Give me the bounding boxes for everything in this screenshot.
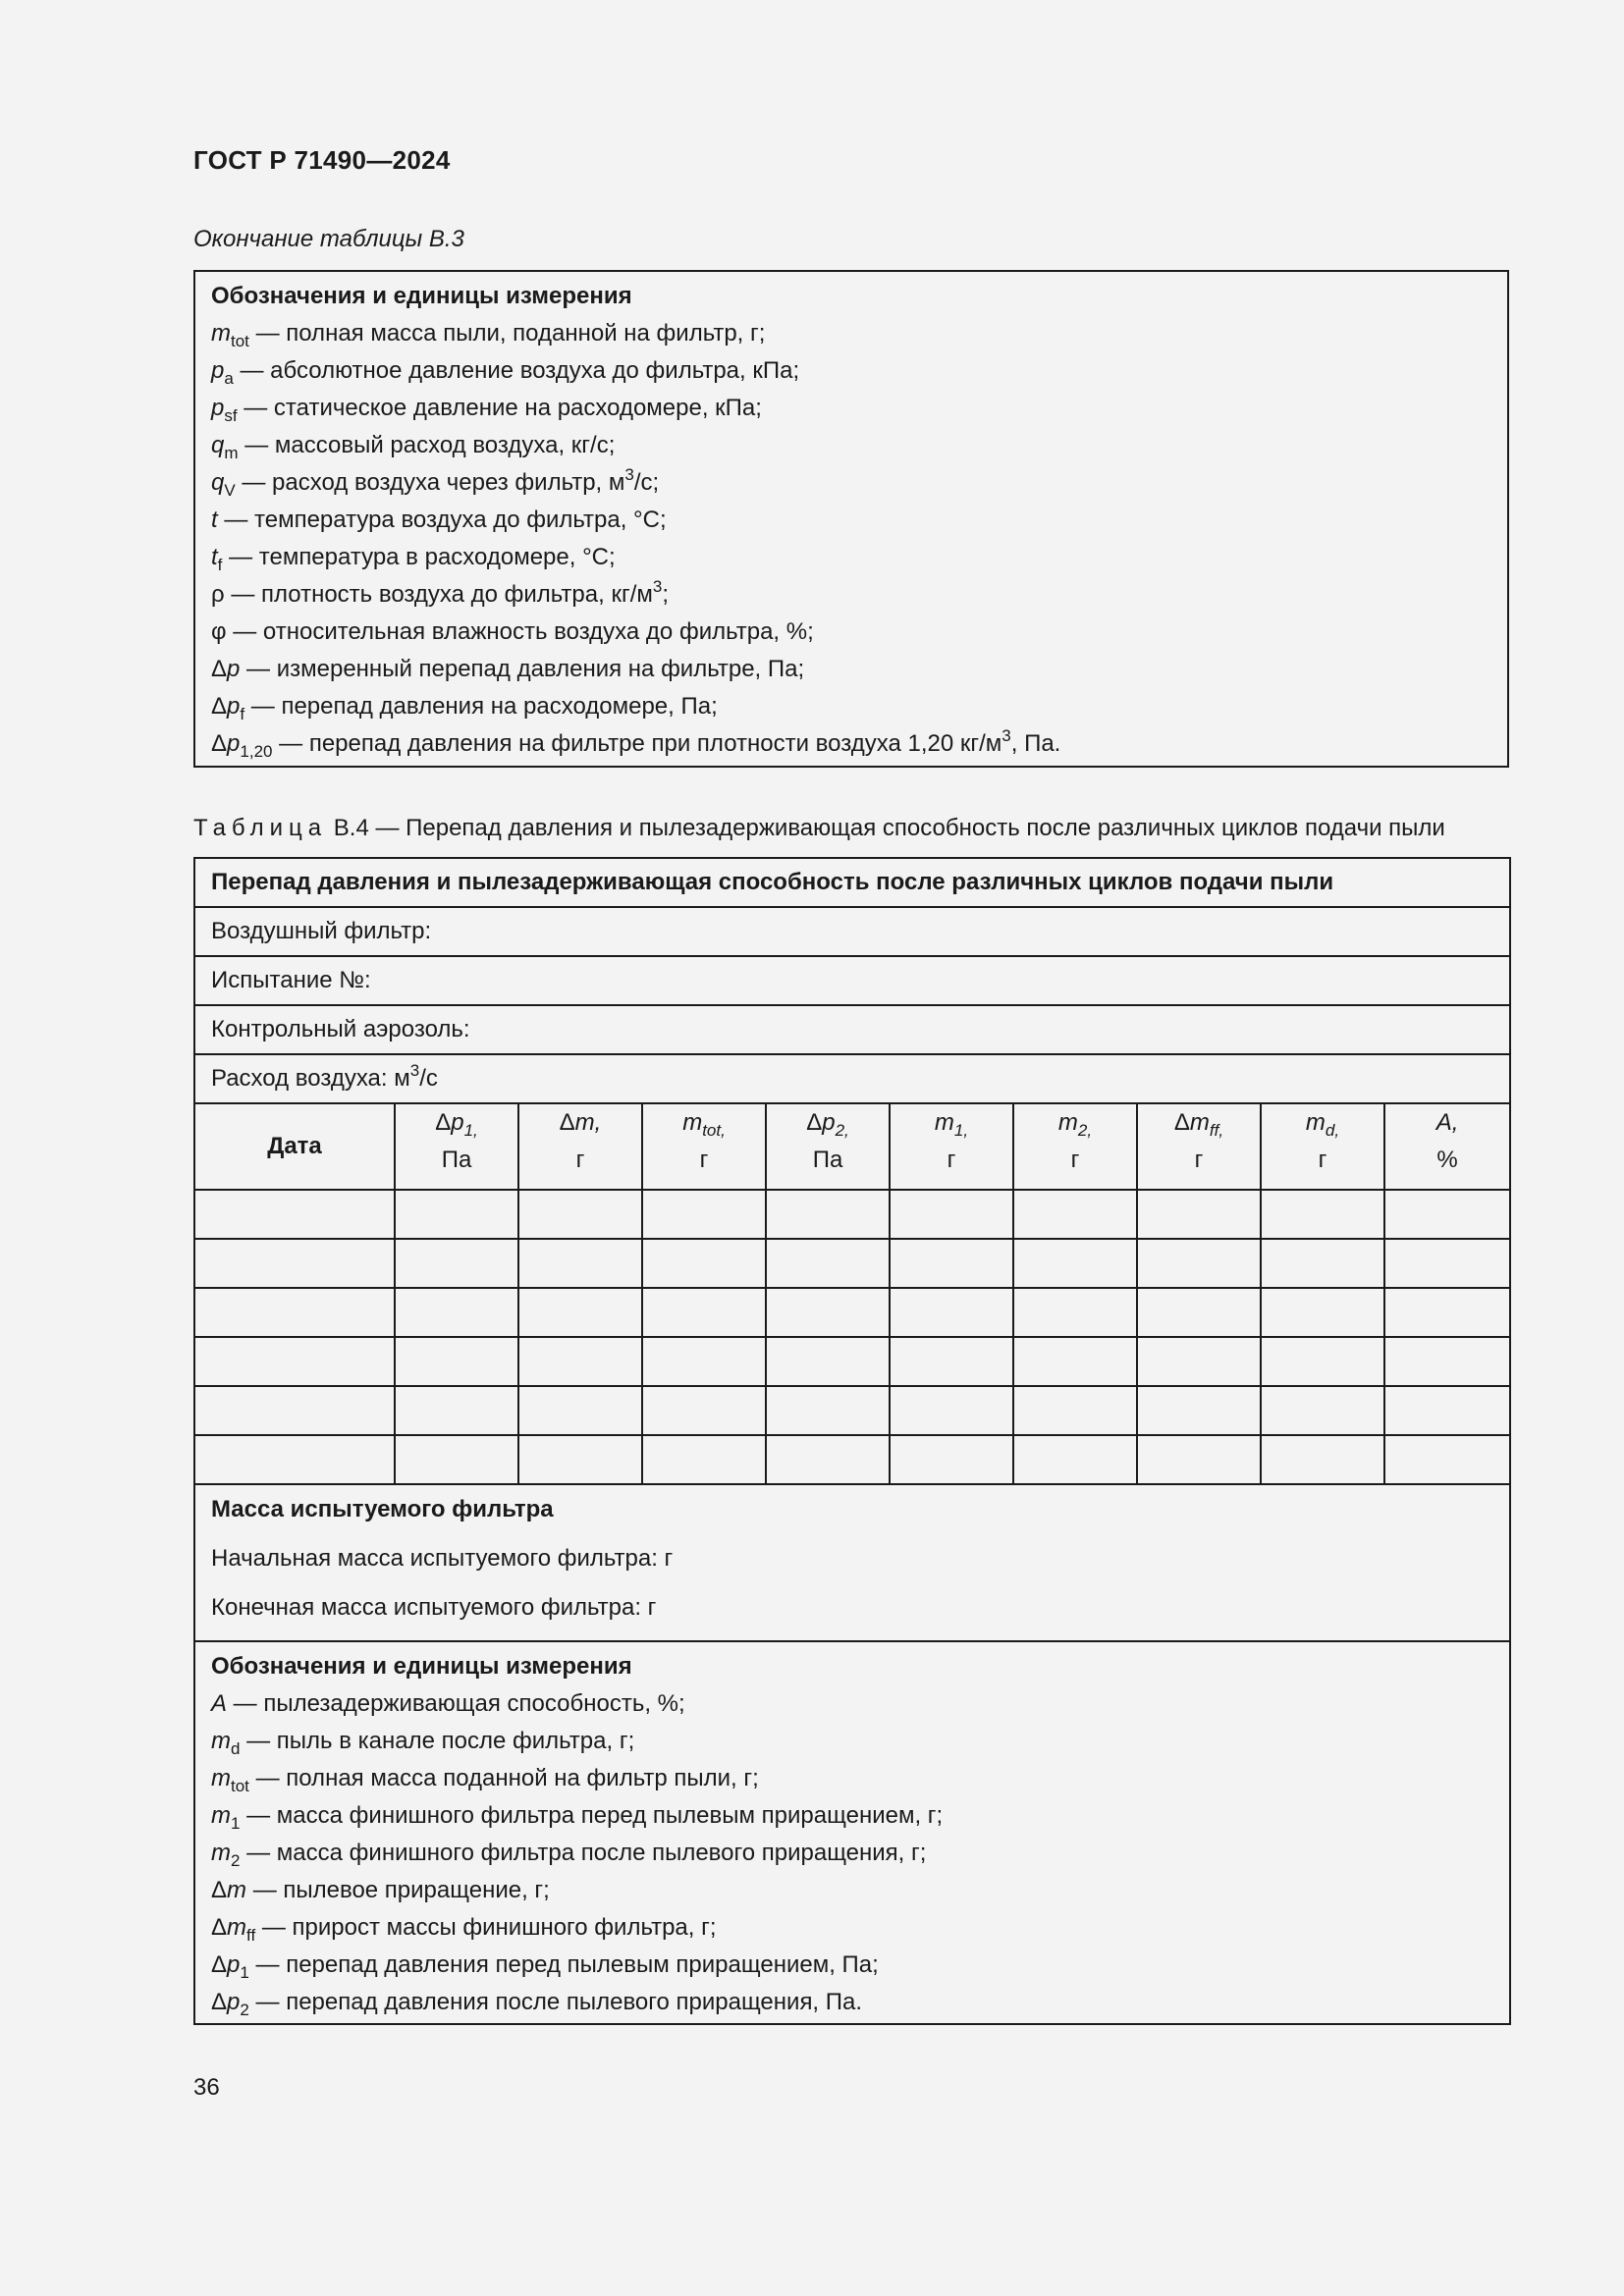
legend-text: — пылевое приращение, г; [246,1877,550,1903]
symbol-subscript: 1,20 [240,742,273,761]
legend-item [211,541,1491,578]
filter-mass-final: Конечная масса испытуемого фильтра: г [211,1594,657,1621]
legend-item [211,727,1491,765]
legend-heading: Обозначения и единицы измерения [211,1653,632,1680]
symbol-subscript: 2 [231,1851,241,1870]
column-unit: г [699,1147,709,1173]
table-cell [395,1337,518,1386]
symbol-subscript: 1, [463,1121,478,1140]
table-cell [642,1288,766,1337]
column-unit: г [1070,1147,1080,1173]
table-cell [1137,1239,1261,1288]
symbol-prefix: Δ [211,1951,228,1978]
symbol-subscript: ff [246,1926,256,1945]
symbol-subscript: 1 [240,1963,249,1982]
legend-text-tail: , Па. [1010,730,1061,757]
table-cell [1261,1190,1384,1239]
legend-item [211,1874,1493,1911]
table-cell [518,1239,642,1288]
legend-text: — полная масса пыли, поданной на фильтр, г; [248,320,766,347]
symbol: p [451,1109,464,1136]
table-cell [1384,1239,1510,1288]
symbol-subscript: tot, [702,1121,726,1140]
table-cell [194,1386,395,1435]
legend-text: — перепад давления после пылевого приращения, Па. [248,1989,863,2015]
table-cell [1384,1386,1510,1435]
legend-text: — измеренный перепад давления на фильтре, Па; [240,656,805,682]
legend-text: — масса финишного фильтра перед пылевым приращением, г; [240,1802,944,1829]
symbol: m [211,1765,231,1791]
filter-mass-section [194,1484,1510,1641]
legend-text: — перепад давления на расходомере, Па; [244,693,718,720]
table-row [194,1435,1510,1484]
legend-text-tail: /с; [633,469,660,496]
unit-superscript: 3 [1001,726,1011,745]
legend-item [211,1986,1493,2023]
column-symbol [906,1104,997,1142]
symbol-subscript: ff, [1209,1121,1224,1140]
symbol-subscript: d, [1325,1121,1340,1140]
column-header [518,1103,642,1190]
legend-text: — расход воздуха через фильтр, м [235,469,625,496]
table-row [194,1386,1510,1435]
filter-mass-initial: Начальная масса испытуемого фильтра: г [211,1545,674,1572]
symbol-prefix: Δ [211,1877,228,1903]
table-cell [395,1190,518,1239]
column-symbol [1401,1104,1493,1142]
legend-item [211,1725,1493,1762]
column-header [642,1103,766,1190]
column-symbol [783,1104,873,1142]
table-cell [194,1337,395,1386]
legend-item [211,1949,1493,1986]
symbol-subscript: f [240,705,245,723]
table-cell [518,1435,642,1484]
symbol-subscript: 2 [240,2001,249,2019]
symbol: p [227,693,241,720]
column-symbol [535,1104,625,1142]
document-id: ГОСТ Р 71490—2024 [193,145,451,175]
table-cell [766,1288,890,1337]
table-cell [1137,1288,1261,1337]
airflow-tail: /с [419,1065,438,1092]
table-cell [1137,1337,1261,1386]
legend-text: — полная масса поданной на фильтр пыли, г; [248,1765,759,1791]
table-cell [518,1386,642,1435]
symbol: t [211,507,218,533]
symbol: p [211,395,225,421]
legend-item [211,1799,1493,1837]
table-cell [1137,1435,1261,1484]
symbol: p [227,1951,241,1978]
table-cell [395,1435,518,1484]
symbol: p [822,1109,836,1136]
aerosol-field: Контрольный аэрозоль: [194,1005,1510,1054]
symbol: m [1189,1109,1210,1136]
table-cell [1137,1190,1261,1239]
symbol: p [211,357,225,384]
legend-item [211,466,1491,504]
page-number: 36 [193,2074,220,2101]
table-cell [1013,1435,1137,1484]
table-cell [1013,1190,1137,1239]
table-cell [1261,1288,1384,1337]
symbol-subscript: tot [231,332,249,350]
table-row [194,1239,1510,1288]
table-cell [890,1435,1013,1484]
column-unit: г [575,1147,585,1173]
legend-item [211,317,1491,354]
legend-text: — пыль в канале после фильтра, г; [240,1728,635,1754]
symbol-subscript: 2, [1077,1121,1093,1140]
table-cell [642,1435,766,1484]
legend-list [211,1687,1493,2023]
date-header-label: Дата [267,1133,322,1159]
legend-text: — перепад давления перед пылевым приращением, Па; [248,1951,879,1978]
table-cell [1384,1435,1510,1484]
column-unit: г [1194,1147,1204,1173]
table-cell [1013,1239,1137,1288]
airflow-sup: 3 [409,1061,420,1080]
column-symbol [411,1104,502,1142]
column-header [1137,1103,1261,1190]
table-row [194,1337,1510,1386]
table-cell [395,1288,518,1337]
symbol: m [227,1877,247,1903]
legend-heading: Обозначения и единицы измерения [211,283,632,309]
symbol-prefix: ρ [211,581,225,608]
symbol-subscript: d [231,1739,241,1758]
symbol-subscript: tot [231,1777,249,1795]
table-cell [518,1288,642,1337]
symbol: m [1305,1109,1326,1136]
table-cell [1013,1288,1137,1337]
symbol: m [211,1840,231,1866]
symbol: m [211,1728,231,1754]
legend-item [211,1762,1493,1799]
legend-text: — температура в расходомере, °С; [222,544,616,570]
symbol: A, [1435,1109,1459,1136]
table-cell [766,1190,890,1239]
table-cell [1013,1386,1137,1435]
table-cell [518,1337,642,1386]
symbol-prefix: Δ [211,1989,228,2015]
symbol-subscript: 2, [835,1121,849,1140]
column-header [395,1103,518,1190]
column-header [1013,1103,1137,1190]
table-cell [890,1239,1013,1288]
symbol-prefix: Δ [211,1914,228,1941]
legend-text: — абсолютное давление воздуха до фильтра, кПа; [233,357,800,384]
table-cell [1261,1337,1384,1386]
symbol-prefix: Δ [211,656,228,682]
unit-superscript: 3 [652,577,663,596]
table-cell [890,1288,1013,1337]
symbol: p [227,656,241,682]
symbol: m [934,1109,954,1136]
symbol-subscript: sf [224,406,238,425]
table-cell [1261,1435,1384,1484]
legend-item [211,429,1491,466]
legend-item [211,504,1491,541]
table-cell [766,1239,890,1288]
legend-text: — прирост массы финишного фильтра, г; [255,1914,717,1941]
table-caption-text: В.4 — Перепад давления и пылезадерживающая способность после различных циклов подачи пыли [327,815,1445,841]
symbol: m [211,320,231,347]
table-cell [1384,1190,1510,1239]
legend-box-table-b3 [193,270,1509,768]
symbol-prefix: Δ [435,1109,452,1136]
column-header [1384,1103,1510,1190]
table-cell [642,1337,766,1386]
column-symbol [659,1104,749,1142]
table-title: Перепад давления и пылезадерживающая способность после различных циклов подачи пыли [194,858,1510,907]
filter-field: Воздушный фильтр: [194,907,1510,956]
symbol-prefix: Δ [806,1109,823,1136]
table-caption-word: Таблица [193,815,328,841]
legend-text: — статическое давление на расходомере, кПа; [237,395,762,421]
table-cell [1384,1337,1510,1386]
symbol-subscript: 1 [231,1814,241,1833]
filter-mass-heading: Масса испытуемого фильтра [211,1496,554,1522]
symbol: m [682,1109,703,1136]
table-cell [1384,1288,1510,1337]
symbol-prefix: Δ [1173,1109,1190,1136]
column-header [194,1103,395,1190]
symbol-prefix: φ [211,618,227,645]
table-cell [194,1435,395,1484]
table-cell [1137,1386,1261,1435]
table-cell [766,1337,890,1386]
airflow-field [194,1054,1510,1103]
table-cell [642,1239,766,1288]
table-cell [766,1435,890,1484]
column-symbol [1154,1104,1244,1142]
table-cell [1261,1239,1384,1288]
legend-text: — плотность воздуха до фильтра, кг/м [224,581,653,608]
continuation-caption: Окончание таблицы В.3 [193,226,464,252]
symbol: t [211,544,218,570]
legend-text-tail: ; [662,581,670,608]
table-cell [642,1386,766,1435]
symbol: p [227,730,241,757]
table-cell [766,1386,890,1435]
table-cell [1261,1386,1384,1435]
symbol-subscript: a [224,369,234,388]
column-header [890,1103,1013,1190]
symbol: q [211,469,225,496]
symbol: A [211,1690,228,1717]
legend-item [211,1911,1493,1949]
column-unit: Па [812,1147,843,1173]
table-cell [890,1386,1013,1435]
legend-text: — пылезадерживающая способность, %; [227,1690,685,1717]
column-symbol [1277,1104,1368,1142]
column-unit: г [947,1147,956,1173]
symbol: q [211,432,225,458]
legend-item [211,653,1491,690]
legend-text: — перепад давления на фильтре при плотности воздуха 1,20 кг/м [272,730,1002,757]
column-header [766,1103,890,1190]
symbol-prefix: Δ [211,730,228,757]
legend-list [211,317,1491,765]
table-b4 [193,857,1511,2025]
table-row [194,1288,1510,1337]
legend-item [211,615,1491,653]
legend-item [211,1837,1493,1874]
test-number-field: Испытание №: [194,956,1510,1005]
symbol-subscript: f [217,556,223,574]
symbol: m [1057,1109,1078,1136]
symbol-subscript: m [224,444,239,462]
table-row [194,1190,1510,1239]
symbol: m [211,1802,231,1829]
symbol-prefix: Δ [559,1109,575,1136]
table-cell [395,1386,518,1435]
table-cell [194,1239,395,1288]
column-header-row [194,1103,1510,1190]
legend-text: — массовый расход воздуха, кг/с; [238,432,616,458]
column-symbol [1030,1104,1120,1142]
symbol-prefix: Δ [211,693,228,720]
airflow-label: Расход воздуха: м [211,1065,410,1092]
symbol: p [227,1989,241,2015]
legend-item [211,578,1491,615]
column-unit: г [1318,1147,1327,1173]
legend-text: — масса финишного фильтра после пылевого приращения, г; [240,1840,927,1866]
symbol-subscript: V [224,481,236,500]
table-cell [194,1288,395,1337]
symbol-subscript: 1, [953,1121,969,1140]
legend-item [211,1687,1493,1725]
table-cell [194,1190,395,1239]
table-caption [193,815,1445,842]
legend-item [211,690,1491,727]
column-unit: Па [441,1147,472,1173]
legend-item [211,354,1491,392]
table-cell [890,1337,1013,1386]
table-cell [890,1190,1013,1239]
legend-box-table-b4 [194,1641,1510,2024]
table-cell [1013,1337,1137,1386]
symbol: m [227,1914,247,1941]
column-unit: % [1436,1147,1458,1173]
legend-text: — температура воздуха до фильтра, °С; [217,507,667,533]
symbol: m, [574,1109,602,1136]
table-cell [642,1190,766,1239]
unit-superscript: 3 [624,465,634,484]
table-cell [395,1239,518,1288]
data-rows [194,1190,1510,1484]
legend-item [211,392,1491,429]
table-cell [518,1190,642,1239]
legend-text: — относительная влажность воздуха до фильтра, %; [226,618,814,645]
column-header [1261,1103,1384,1190]
